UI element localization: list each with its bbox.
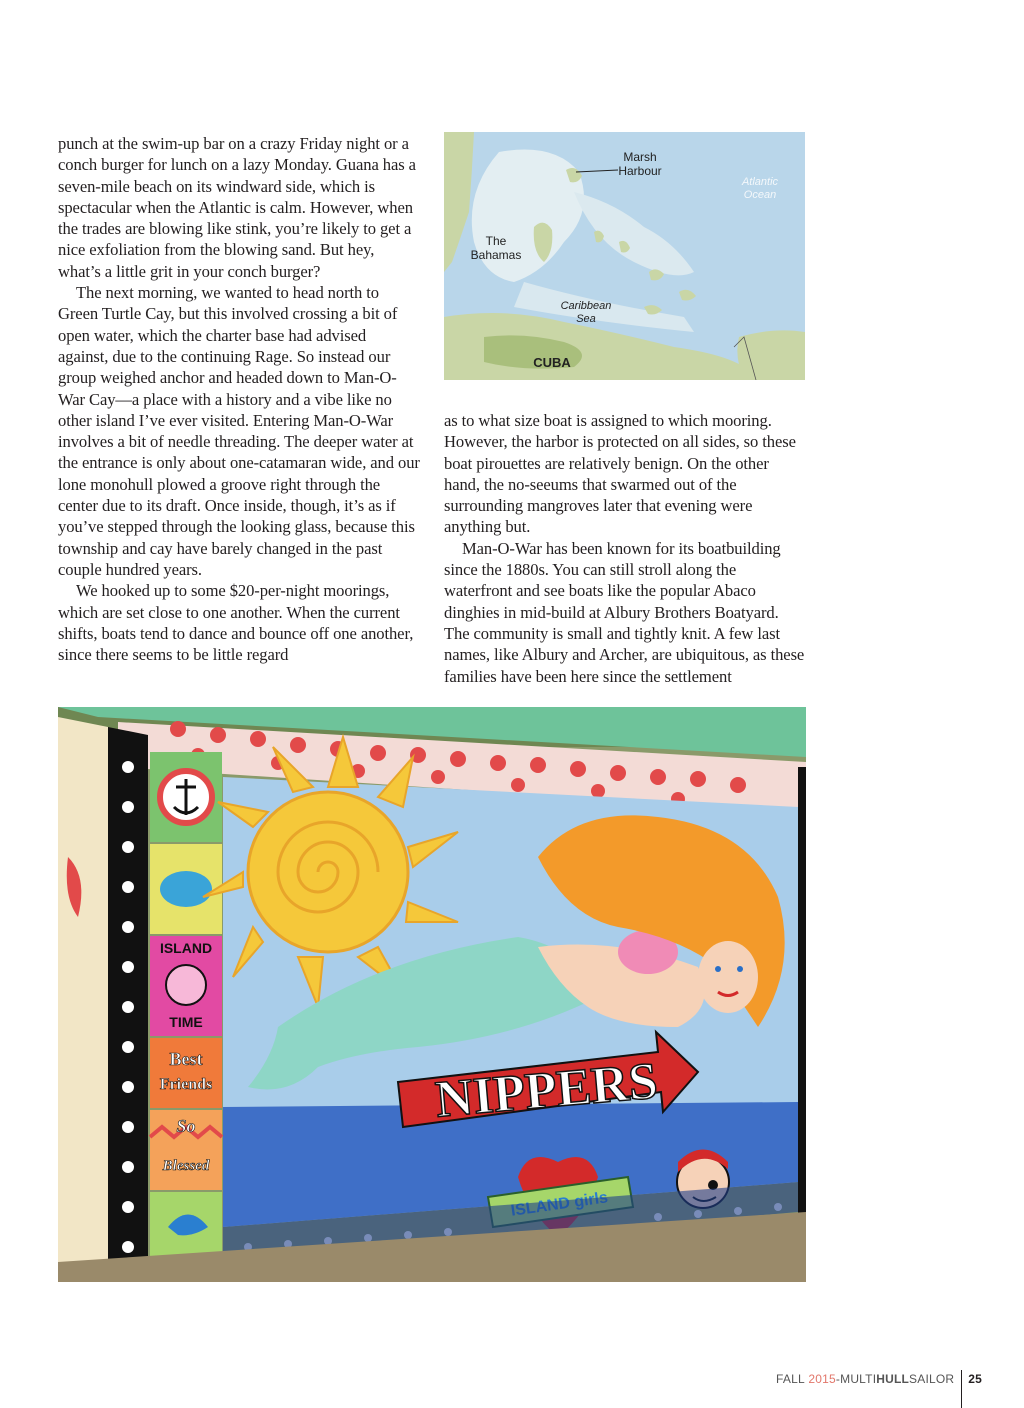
map-label-atlantic-2: Ocean [743, 189, 777, 201]
page-number: 25 [968, 1372, 982, 1386]
article-column-left [58, 133, 420, 665]
article-column-right [444, 410, 806, 687]
bahamas-map [444, 132, 805, 380]
map-label-caribbean-1: Caribbean [560, 300, 612, 312]
page-footer [776, 1360, 982, 1398]
map-label-marsh-1: Marsh [623, 150, 657, 164]
tile-best-text: Best [169, 1049, 203, 1069]
map-label-cuba: CUBA [533, 355, 571, 370]
tile-blessed-text: Blessed [162, 1158, 210, 1174]
footer-year: 2015 [808, 1372, 836, 1386]
tile-so-text: So [176, 1116, 196, 1136]
footer-mag-sailor: SAILOR [909, 1372, 955, 1386]
map-label-bahamas-2: Bahamas [470, 248, 522, 262]
map-label-bahamas-1: The [485, 234, 507, 248]
footer-separator: - [835, 1372, 841, 1386]
paragraph: The next morning, we wanted to head north to Green Turtle Cay, but this involved crossing a bit of open water, which the charter base had advised against, due to the continuing Rage. So instead our group weighed anchor and headed down to Man-O-War Cay—a place with a history and a vibe like no other island I’ve ever visited. Entering Man-O-War involves a bit of needle threading. The deeper water at the entrance is only about one-catamaran wide, and our lone monohull plowed a groove right through the center due to its draft. Once inside, though, it’s as if you’ve stepped through the looking glass, because this township and cay have barely changed in the past couple hundred years. [58, 283, 420, 579]
map-label-atlantic-1: Atlantic [741, 176, 779, 188]
paragraph: We hooked up to some $20-per-night moorings, which are set close to one another. When the current shifts, boats tend to dance and bounce off one another, since there seems to be little regard [58, 581, 414, 665]
tile-time-text: TIME [169, 1014, 203, 1030]
footer-season: FALL [776, 1372, 805, 1386]
tile-island-text: ISLAND [159, 940, 213, 956]
paragraph: as to what size boat is assigned to which mooring. However, the harbor is protected on all sides, so these boat pirouettes are relatively benign. On the other hand, the no-seeums that swarmed out of the surrounding mangroves later that evening were anything but. [444, 411, 796, 537]
nippers-sign-text: NIPPERS [433, 1052, 660, 1129]
nippers-mural-photo [58, 707, 806, 1282]
footer-mag-multi: MULTI [840, 1372, 877, 1386]
tile-friends-text: Friends [159, 1076, 213, 1093]
paragraph: Man-O-War has been known for its boatbuilding since the 1880s. You can still stroll along the waterfront and see boats like the popular Abaco dinghies in mid-build at Albury Brothers Boatyard. The community is small and tightly knit. A few last names, like Albury and Archer, are ubiquitous, as these families have been here since the settlement [444, 538, 805, 686]
paragraph: punch at the swim-up bar on a crazy Friday night or a conch burger for lunch on a lazy Monday. Guana has a seven-mile beach on its windward side, which is spectacular when the Atlantic is calm. However, when the trades are blowing like stink, you’re likely to get a nice exfoliation from the blowing sand. But hey, what’s a little grit in your conch burger? [58, 134, 416, 281]
map-label-marsh-2: Harbour [618, 164, 662, 178]
footer-mag-hull: HULL [876, 1372, 910, 1386]
map-label-caribbean-2: Sea [576, 313, 596, 325]
